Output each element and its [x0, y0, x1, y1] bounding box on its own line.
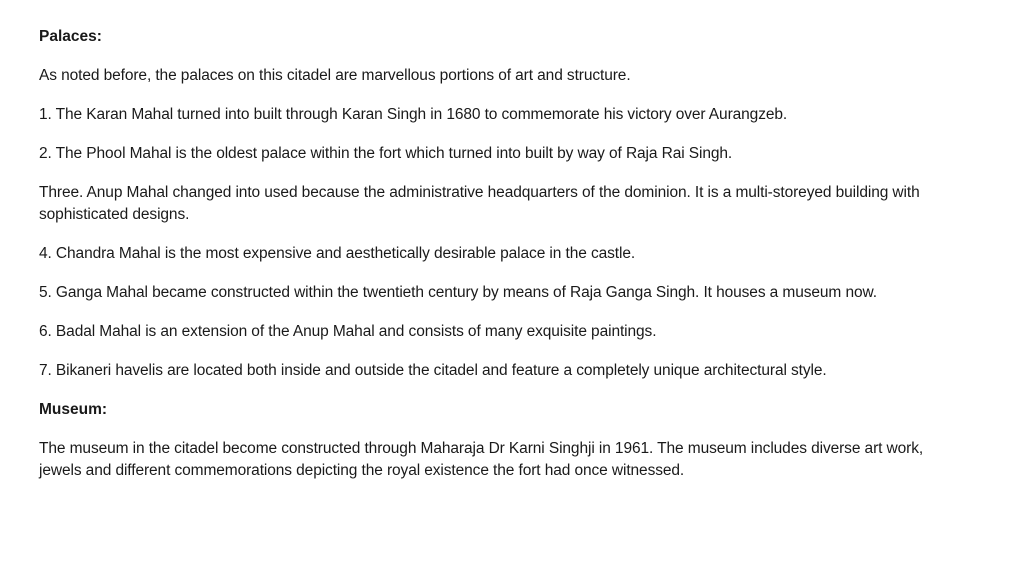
ganga-mahal-paragraph: 5. Ganga Mahal became constructed within the twentieth century by means of Raja Ganga Singh. It houses a museum now.	[39, 284, 877, 301]
chandra-mahal-paragraph: 4. Chandra Mahal is the most expensive and aesthetically desirable palace in the castle.	[39, 245, 636, 262]
anup-mahal-paragraph: Three. Anup Mahal changed into used because the administrative headquarters of the dominion. It is a multi-storeyed building with sophisticated designs.	[39, 184, 920, 223]
museum-heading: Museum:	[39, 401, 108, 418]
badal-mahal-paragraph: 6. Badal Mahal is an extension of the Anup Mahal and consists of many exquisite paintings.	[39, 323, 657, 340]
phool-mahal-paragraph: 2. The Phool Mahal is the oldest palace within the fort which turned into built by way of Raja Rai Singh.	[39, 145, 733, 162]
palaces-heading: Palaces:	[39, 28, 102, 45]
museum-paragraph: The museum in the citadel become constructed through Maharaja Dr Karni Singhji in 1961. The museum includes diverse art work, jewels and different commemorations depicting the royal existence the fort had once witnessed.	[39, 440, 924, 479]
bikaneri-havelis-paragraph: 7. Bikaneri havelis are located both inside and outside the citadel and feature a completely unique architectural style.	[39, 362, 827, 379]
document-body	[39, 26, 969, 499]
palaces-intro-paragraph: As noted before, the palaces on this citadel are marvellous portions of art and structure.	[39, 67, 631, 84]
karan-mahal-paragraph: 1. The Karan Mahal turned into built through Karan Singh in 1680 to commemorate his victory over Aurangzeb.	[39, 106, 788, 123]
